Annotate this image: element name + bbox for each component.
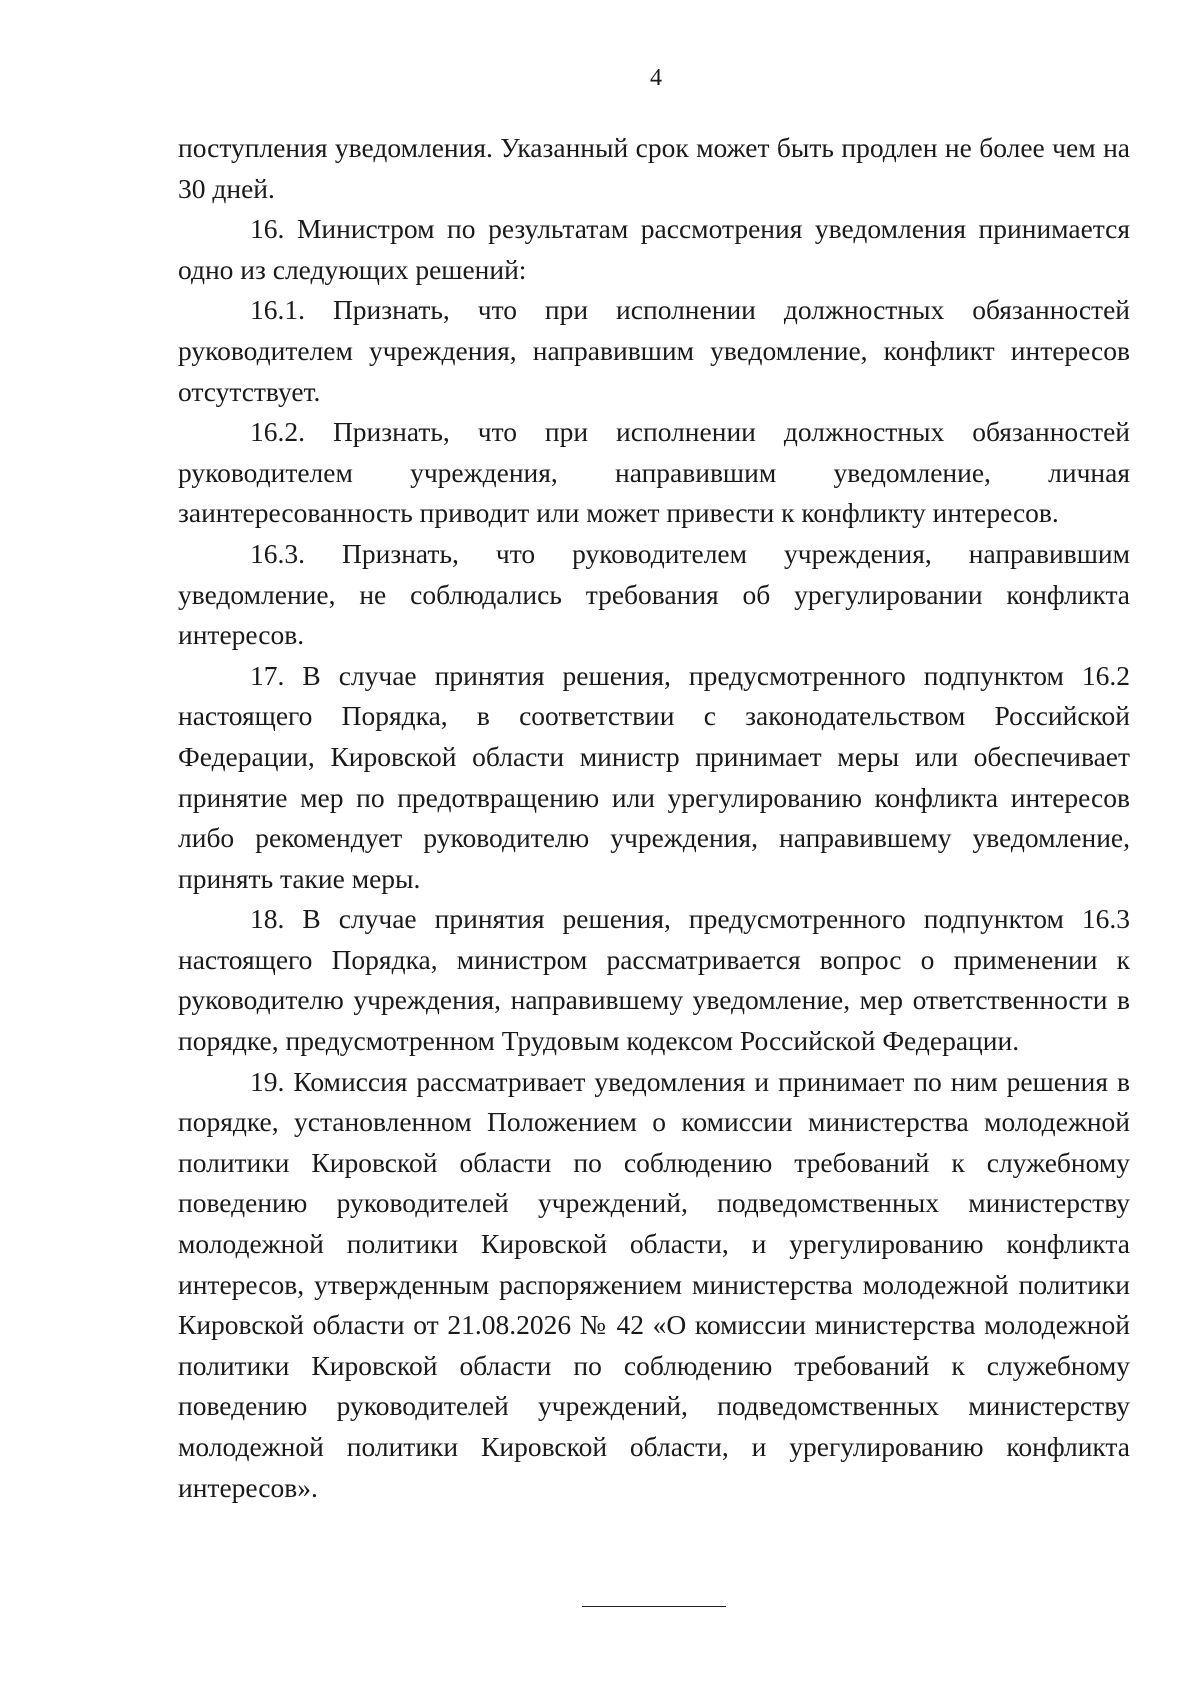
paragraph-18: 18. В случае принятия решения, предусмотренного подпунктом 16.3 настоящего Порядка, министром рассматривается вопрос о применении к руководителю учреждения, направившему уведомление, мер ответственности в порядке, предусмотренном Трудовым кодексом Российской Федерации. xyxy=(178,903,1130,1057)
document-body xyxy=(178,128,1130,1508)
end-of-document-rule xyxy=(582,1606,726,1607)
paragraph-16: 16. Министром по результатам рассмотрения уведомления принимается одно из следующих решений: xyxy=(178,213,1130,285)
paragraph-16-3: 16.3. Признать, что руководителем учреждения, направившим уведомление, не соблюдались требования об урегулировании конфликта интересов. xyxy=(178,537,1130,651)
paragraph-17: 17. В случае принятия решения, предусмотренного подпунктом 16.2 настоящего Порядка, в соответствии с законодательством Российской Федерации, Кировской области министр принимает меры или обеспечивает принятие мер по предотвращению или урегулированию конфликта интересов либо рекомендует руководителю учреждения, направившему уведомление, принять такие меры. xyxy=(178,659,1130,894)
paragraph-19: 19. Комиссия рассматривает уведомления и принимает по ним решения в порядке, установленном Положением о комиссии министерства молодежной политики Кировской области по соблюдению требований к служебному поведению руководителей учреждений, подведомственных министерству молодежной политики Кировской области, и урегулированию конфликта интересов, утвержденным распоряжением министерства молодежной политики Кировской области от 21.08.2026 № 42 «О комиссии министерства молодежной политики Кировской области по соблюдению требований к служебному поведению руководителей учреждений, подведомственных министерству молодежной политики Кировской области, и урегулированию конфликта интересов». xyxy=(178,1065,1130,1503)
page-number: 4 xyxy=(650,65,662,91)
paragraph-16-2: 16.2. Признать, что при исполнении должностных обязанностей руководителем учреждения, направившим уведомление, личная заинтересованность приводит или может привести к конфликту интересов. xyxy=(178,416,1130,529)
paragraph-15-continuation: поступления уведомления. Указанный срок может быть продлен не более чем на 30 дней. xyxy=(178,132,1130,204)
paragraph-16-1: 16.1. Признать, что при исполнении должностных обязанностей руководителем учреждения, направившим уведомление, конфликт интересов отсутствует. xyxy=(178,294,1130,407)
